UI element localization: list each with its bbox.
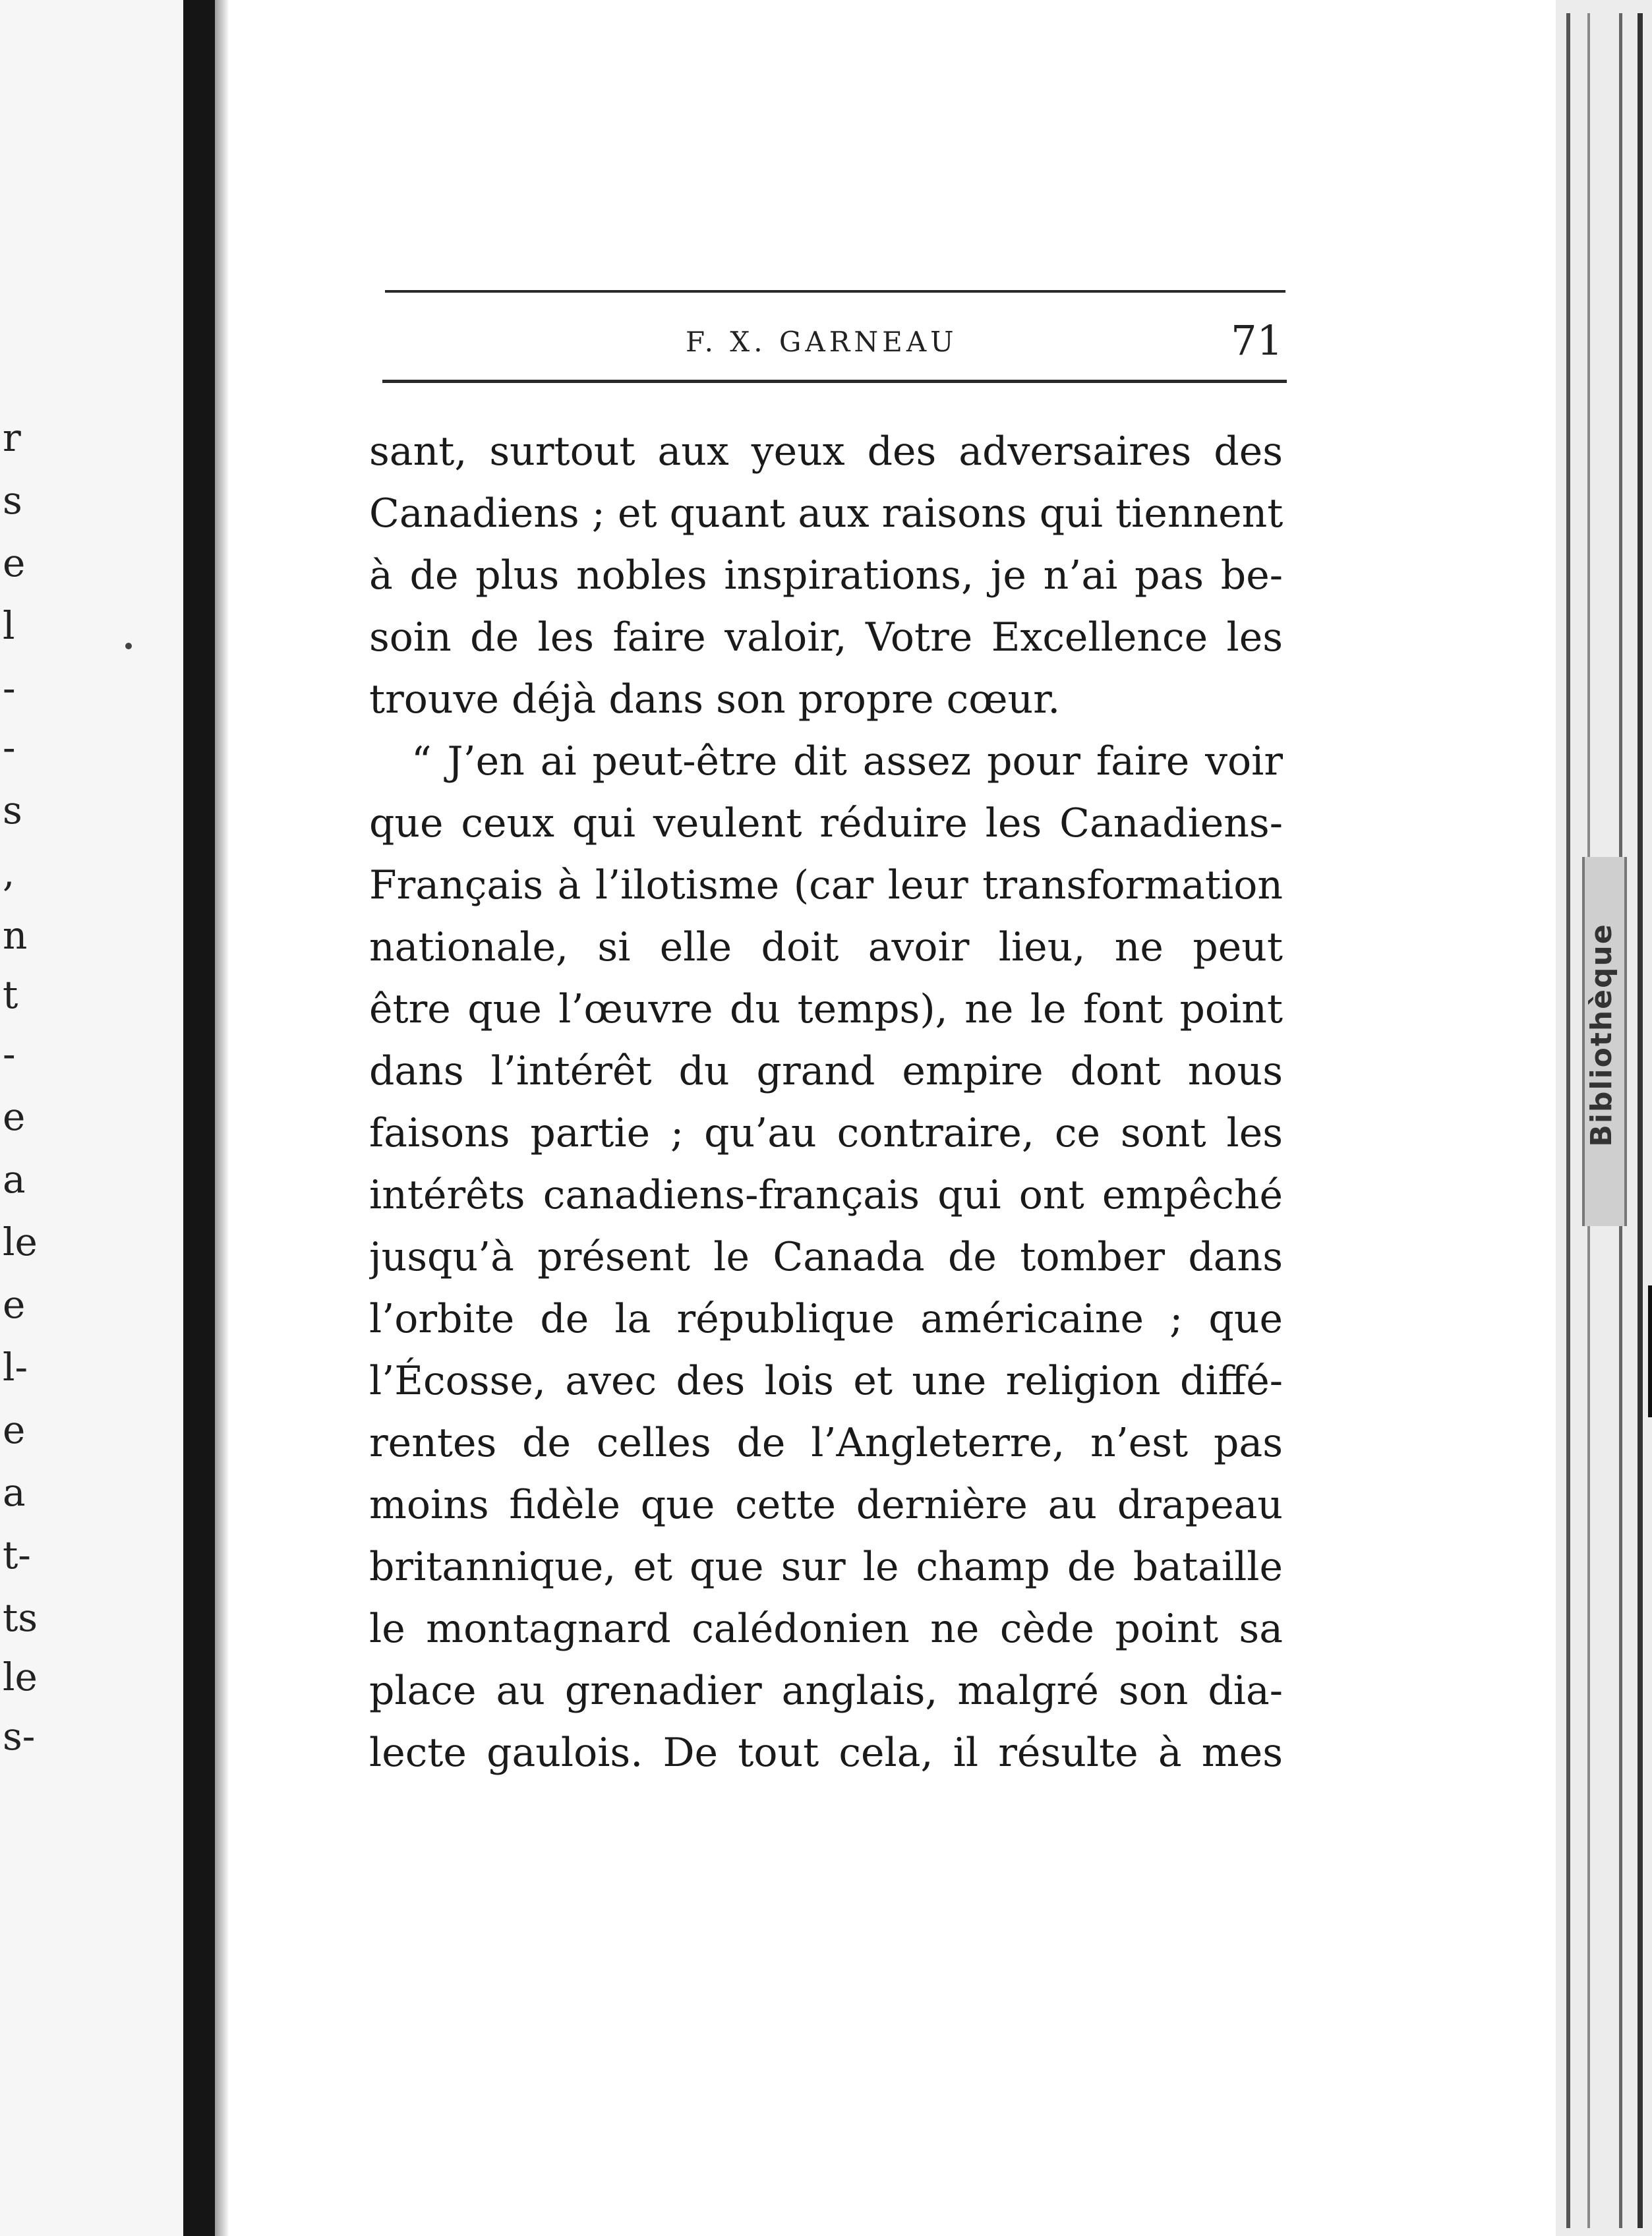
left-page-fragment: s (3, 788, 22, 833)
text-line: dans l’intérêt du grand empire dont nous (369, 1048, 1283, 1094)
left-page-fragment: a (3, 1470, 26, 1515)
text-line: moins fidèle que cette dernière au drapeau (369, 1482, 1283, 1528)
left-page-fragment: ts (3, 1595, 38, 1640)
text-line: sant, surtout aux yeux des adversaires des (369, 428, 1283, 475)
text-line: à de plus nobles inspirations, je n’ai pas be- (369, 552, 1283, 599)
left-page-fragment: e (3, 1094, 26, 1139)
text-line: lecte gaulois. De tout cela, il résulte à mes (369, 1730, 1283, 1776)
text-line: place au grenadier anglais, malgré son dia- (369, 1668, 1283, 1714)
body-text (369, 421, 1283, 1784)
text-line: l’orbite de la république américaine ; que (369, 1296, 1283, 1342)
text-line: intérêts canadiens-français qui ont empêché (369, 1172, 1283, 1218)
text-line: être que l’œuvre du temps), ne le font point (369, 986, 1283, 1032)
left-page-fragment: s (3, 478, 22, 523)
book-gutter (183, 0, 215, 2236)
left-page-fragment: e (3, 1282, 26, 1327)
left-page-fragment: l- (3, 1345, 28, 1390)
left-page-fragment: s- (3, 1714, 36, 1759)
text-line: le montagnard calédonien ne cède point sa (369, 1606, 1283, 1652)
text-line: l’Écosse, avec des lois et une religion diffé- (369, 1358, 1283, 1404)
header-rule-top (385, 290, 1285, 293)
left-page-fragment: l (3, 603, 15, 648)
left-page-fragment: - (3, 666, 16, 711)
spine-label-text: Bibliothèque (1585, 923, 1618, 1147)
edge-mark (1648, 1285, 1652, 1417)
left-page-fragment: t- (3, 1533, 31, 1577)
text-line: jusqu’à présent le Canada de tomber dans (369, 1234, 1283, 1280)
text-line: soin de les faire valoir, Votre Excellence les (369, 614, 1283, 661)
text-line: Canadiens ; et quant aux raisons qui tiennent (369, 490, 1283, 537)
header-rule-bottom (382, 380, 1287, 383)
text-line: nationale, si elle doit avoir lieu, ne peut (369, 924, 1283, 970)
left-page-fragment: a (3, 1157, 26, 1202)
text-line: “ J’en ai peut-être dit assez pour faire voir (411, 738, 1283, 784)
gutter-shadow (215, 0, 229, 2236)
running-title: F. X. GARNEAU (686, 326, 958, 358)
left-page-fragment: le (3, 1220, 38, 1264)
left-page-fragment: le (3, 1655, 38, 1699)
left-facing-page (0, 0, 185, 2236)
running-head (382, 316, 1285, 376)
page-number: 71 (1231, 316, 1283, 365)
text-line: trouve déjà dans son propre cœur. (369, 676, 1061, 722)
left-page-fragment: e (3, 1407, 26, 1452)
left-page-fragment: n (3, 913, 28, 958)
left-page-fragment: e (3, 541, 26, 585)
text-line: britannique, et que sur le champ de bataille (369, 1544, 1283, 1590)
ink-speck (125, 643, 132, 649)
left-page-fragment: - (3, 1032, 16, 1076)
edge-line (1637, 13, 1643, 2228)
text-line: rentes de celles de l’Angleterre, n’est pas (369, 1420, 1283, 1466)
left-page-fragment: r (3, 415, 21, 460)
left-page-fragment: t (3, 972, 18, 1017)
text-line: Français à l’ilotisme (car leur transformation (369, 862, 1283, 908)
edge-line (1566, 13, 1570, 2228)
left-page-fragment: - (3, 725, 16, 770)
text-line: faisons partie ; qu’au contraire, ce sont les (369, 1110, 1283, 1156)
text-line: que ceux qui veulent réduire les Canadiens- (369, 800, 1283, 846)
left-page-fragment: , (3, 850, 15, 895)
